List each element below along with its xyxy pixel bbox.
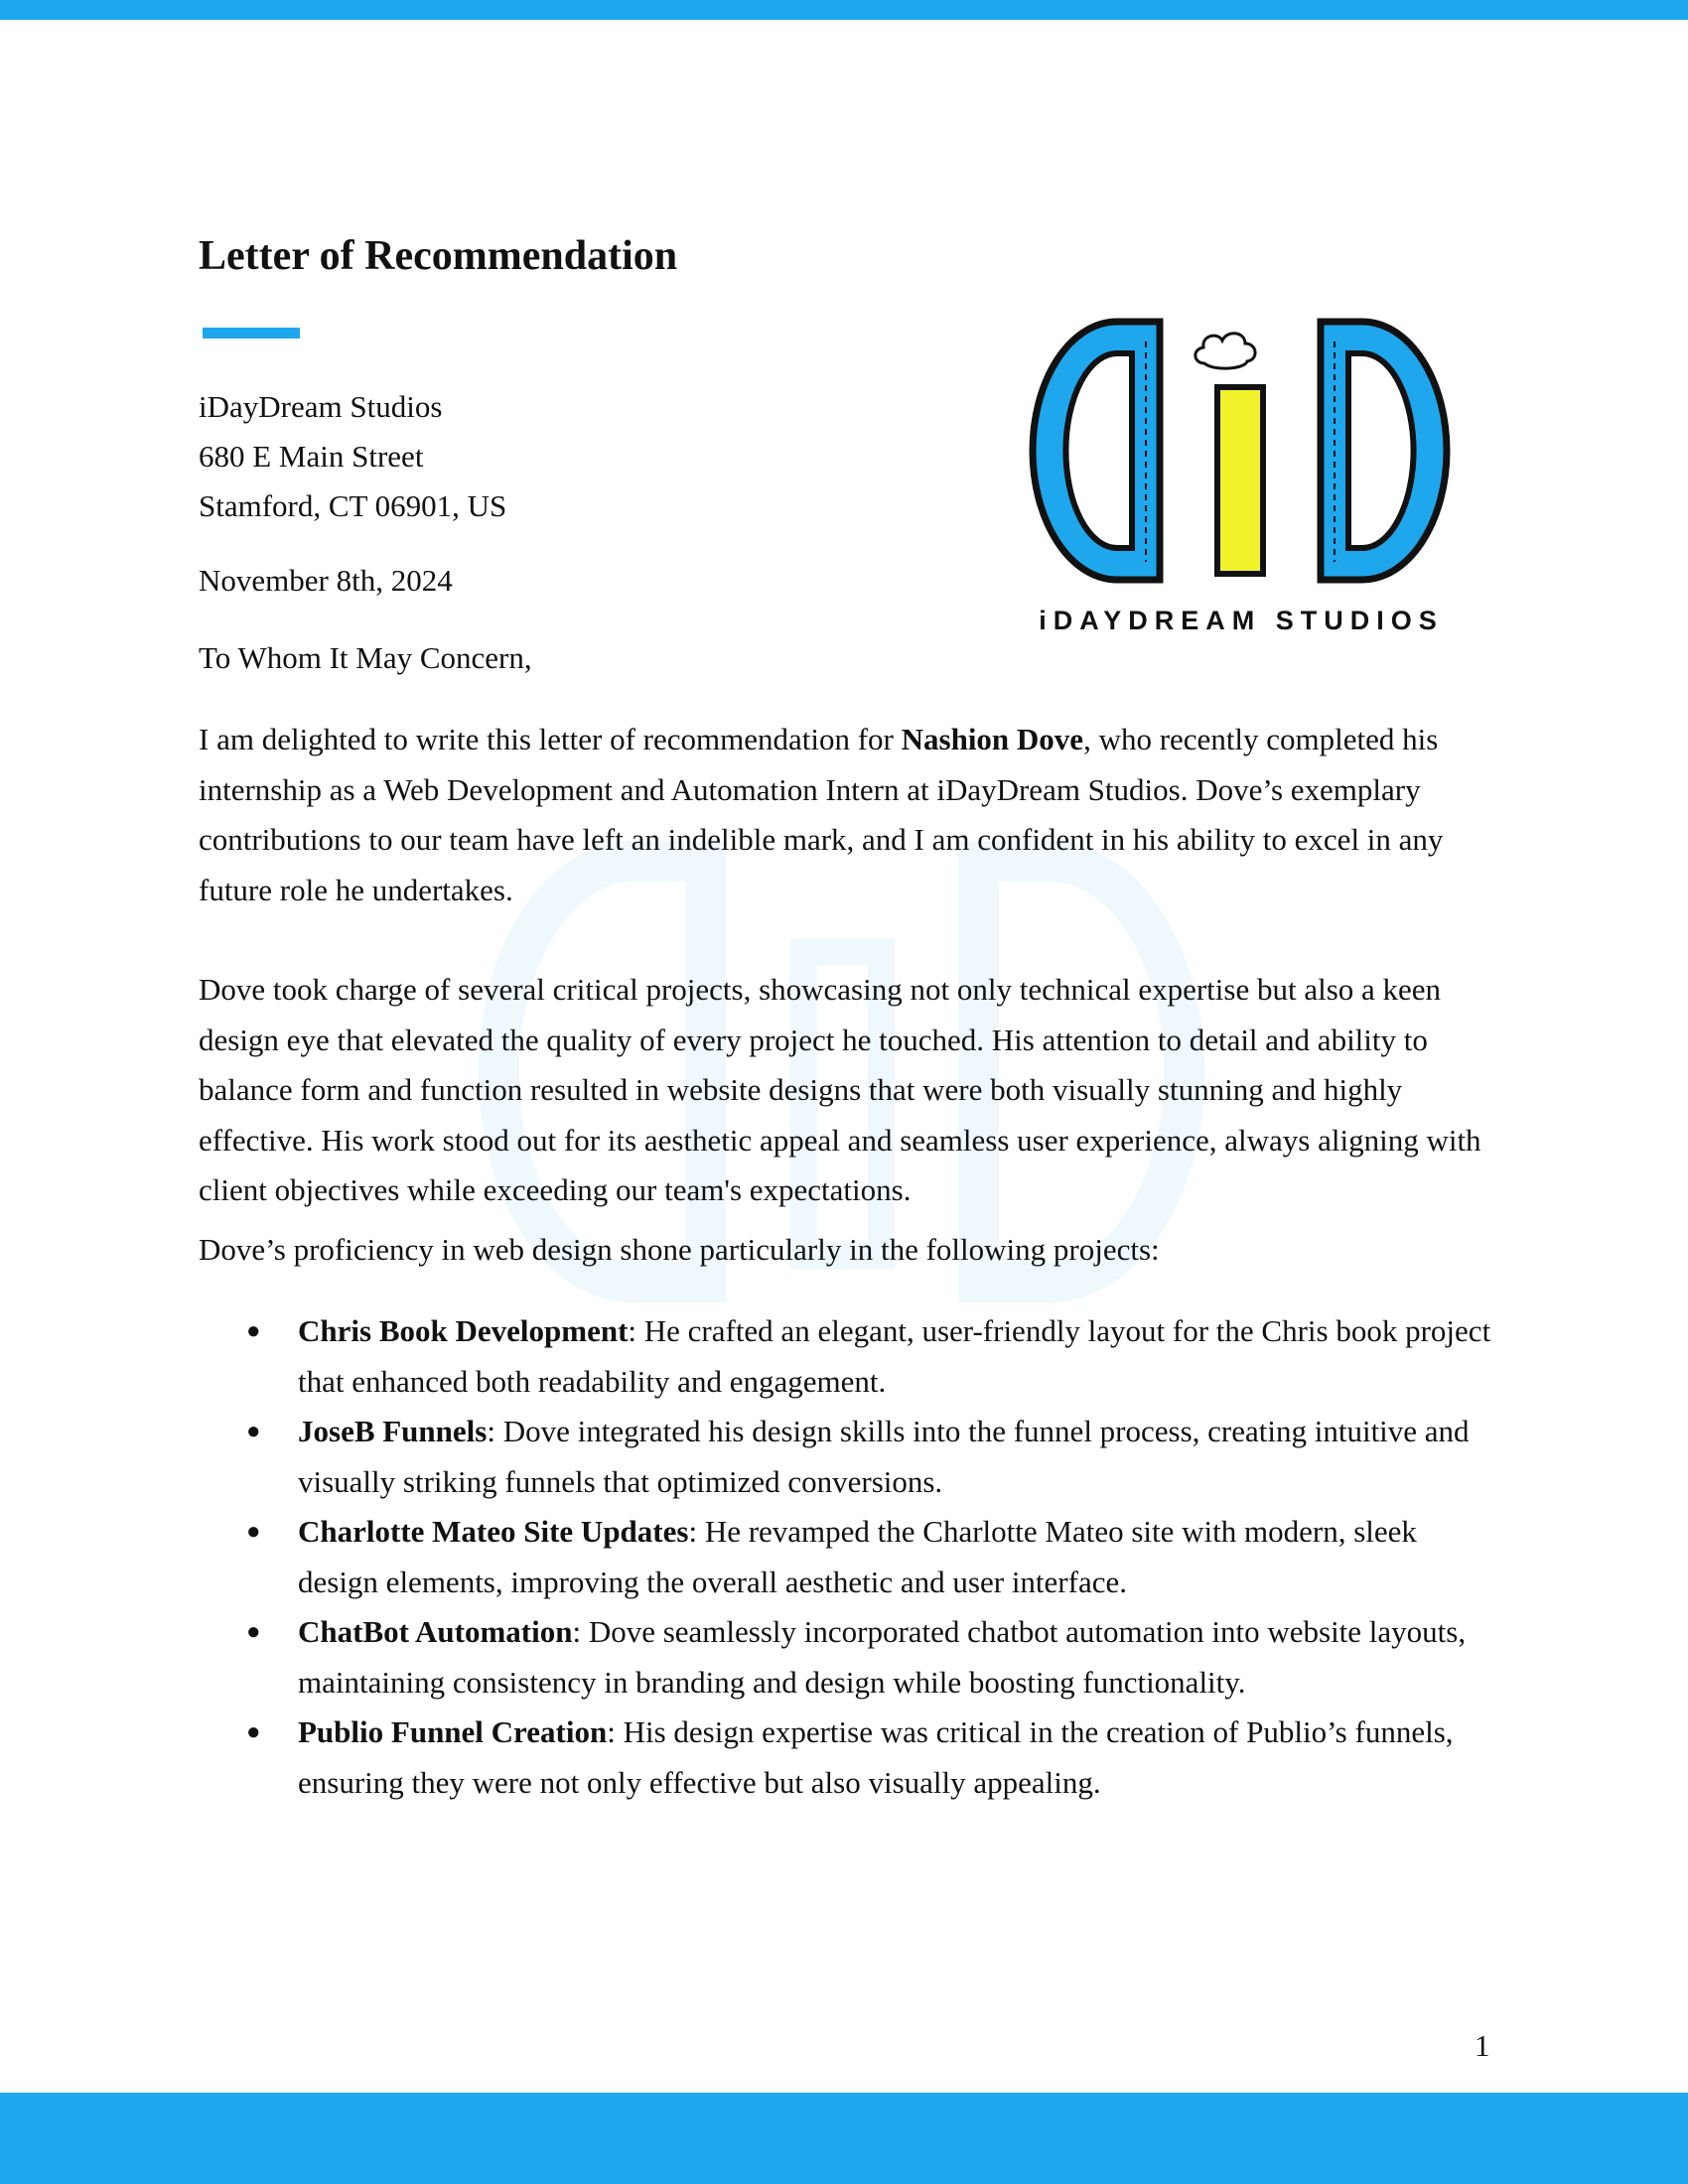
project-description: : Dove integrated his design skills into the funnel process, creating intuitive and visually striking funnels that optimized conversions. xyxy=(298,1414,1470,1499)
paragraph-projects-lead: Dove’s proficiency in web design shone particularly in the following projects: xyxy=(199,1232,1160,1267)
paragraph-projects-overview: Dove took charge of several critical projects, showcasing not only technical expertise but also a keen design eye that elevated the quality of every project he touched. His attention to detail and ability to balance form and function resulted in website designs that were both visually stunning and highly effective. His work stood out for its aesthetic appeal and seamless user experience, always aligning with client objectives while exceeding our team's expectations. xyxy=(199,972,1481,1207)
top-accent-bar xyxy=(0,0,1688,20)
list-item xyxy=(199,1507,1499,1607)
letter-date: November 8th, 2024 xyxy=(199,563,453,598)
bullet-icon: ● xyxy=(246,1318,261,1344)
bullet-icon: ● xyxy=(246,1419,261,1444)
paragraph-intro: I am delighted to write this letter of recommendation for Nashion Dove, who recently completed his internship as a Web Development and Automation Intern at iDayDream Studios. Dove’s exemplary contributions to our team have left an indelible mark, and I am confident in his ability to excel in any future role he undertakes. xyxy=(199,722,1444,907)
project-description: : His design expertise was critical in the creation of Publio’s funnels, ensuring they were not only effective but also visually appealing. xyxy=(298,1714,1454,1800)
project-description: : He crafted an elegant, user-friendly layout for the Chris book project that enhanced both readability and engagement. xyxy=(298,1313,1491,1399)
sender-street: 680 E Main Street xyxy=(199,439,424,474)
sender-address xyxy=(199,382,506,531)
title-accent-rule xyxy=(203,328,300,339)
project-name: Chris Book Development xyxy=(298,1313,629,1348)
project-name: Charlotte Mateo Site Updates xyxy=(298,1514,689,1549)
salutation: To Whom It May Concern, xyxy=(199,640,532,675)
bullet-icon: ● xyxy=(246,1719,261,1745)
bottom-accent-bar xyxy=(0,2093,1688,2184)
candidate-name: Nashion Dove xyxy=(901,722,1084,756)
list-item xyxy=(199,1407,1499,1507)
project-name: Publio Funnel Creation xyxy=(298,1714,608,1749)
company-logo xyxy=(1023,314,1460,641)
list-item xyxy=(199,1707,1499,1808)
project-description: : Dove seamlessly incorporated chatbot automation into website layouts, maintaining consistency in branding and design while boosting functionality. xyxy=(298,1614,1467,1700)
page-number: 1 xyxy=(1475,2028,1490,2063)
letter-body xyxy=(199,715,1499,1808)
project-name: ChatBot Automation xyxy=(298,1614,573,1649)
sender-company: iDayDream Studios xyxy=(199,389,443,424)
bullet-icon: ● xyxy=(246,1619,261,1645)
project-description: : He revamped the Charlotte Mateo site with modern, sleek design elements, improving the overall aesthetic and user interface. xyxy=(298,1514,1417,1599)
list-item xyxy=(199,1607,1499,1707)
logo-wordmark: iDAYDREAM STUDIOS xyxy=(1039,606,1444,635)
sender-city: Stamford, CT 06901, US xyxy=(199,488,507,523)
project-name: JoseB Funnels xyxy=(298,1414,488,1448)
letter-title: Letter of Recommendation xyxy=(199,233,678,279)
bullet-icon: ● xyxy=(246,1519,261,1545)
projects-list xyxy=(199,1306,1499,1808)
list-item xyxy=(199,1306,1499,1407)
